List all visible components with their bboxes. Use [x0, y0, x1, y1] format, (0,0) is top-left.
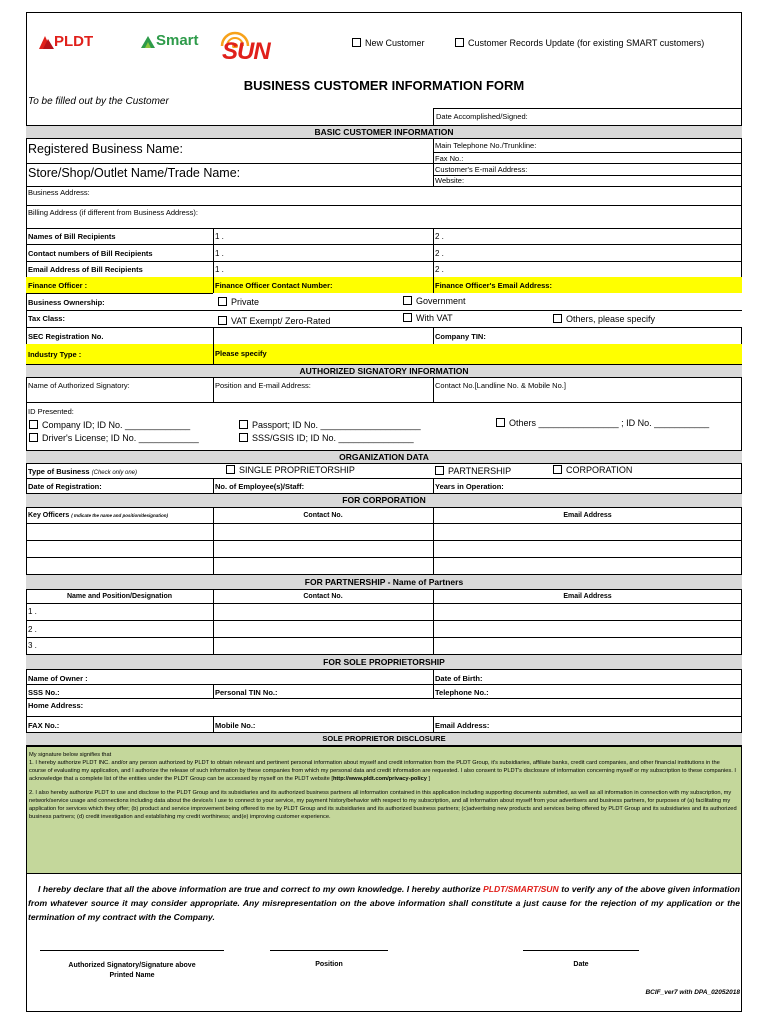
industry-specify-label[interactable]: Please specify: [215, 349, 267, 358]
divider: [26, 716, 742, 717]
divider: [26, 327, 742, 328]
corporation-checkbox[interactable]: [553, 465, 562, 474]
pldt-logo-icon: [37, 34, 55, 50]
employees-label: No. of Employee(s)/Staff:: [215, 482, 305, 491]
divider: [26, 310, 742, 311]
table-row[interactable]: [26, 540, 742, 541]
ownership-government-option[interactable]: [403, 296, 466, 306]
key-officers-text: Key Officers: [28, 512, 70, 519]
date-accomplished-box[interactable]: [433, 108, 742, 125]
registered-name-label: Registered Business Name:: [28, 142, 183, 156]
fax-label: Fax No.:: [435, 154, 464, 163]
government-label: Government: [416, 296, 466, 306]
divider: [213, 378, 214, 402]
disclosure-intro: My signature below signifies that: [29, 752, 112, 758]
finance-officer-label: Finance Officer :: [28, 281, 88, 290]
filled-by-note: To be filled out by the Customer: [28, 96, 169, 107]
with-vat-option[interactable]: [403, 313, 453, 323]
personal-tin-label: Personal TIN No.:: [215, 688, 278, 697]
date-signature-line[interactable]: [523, 950, 639, 951]
disclosure-content: [27, 747, 741, 821]
sss-checkbox[interactable]: [239, 433, 248, 442]
declaration-text: [28, 882, 740, 924]
telephone-label: Telephone No.:: [435, 688, 489, 697]
divider: [213, 508, 214, 574]
auth-signatory-header: AUTHORIZED SIGNATORY INFORMATION: [26, 364, 742, 378]
company-id-checkbox[interactable]: [29, 420, 38, 429]
divider: [433, 327, 434, 344]
auth-signature-caption-2: Printed Name: [109, 972, 155, 979]
auth-signature-line[interactable]: [40, 950, 224, 951]
bill-emails-label: Email Address of Bill Recipients: [28, 265, 143, 274]
new-customer-checkbox[interactable]: [352, 38, 361, 47]
billing-address-label: Billing Address (if different from Business Address):: [28, 208, 198, 217]
partnership-option[interactable]: [435, 466, 511, 476]
business-type-text: Type of Business: [28, 467, 90, 476]
home-address-label: Home Address:: [28, 701, 84, 710]
others-id-label: Others ________________ ; ID No. ___________: [509, 418, 710, 428]
date-accomplished-label: Date Accomplished/Signed:: [436, 112, 528, 121]
auth-name-label: Name of Authorized Signatory:: [28, 381, 130, 390]
smart-logo-text: Smart: [156, 32, 199, 49]
company-id-label: Company ID; ID No. _____________: [42, 420, 191, 430]
date-registration-label: Date of Registration:: [28, 482, 102, 491]
declaration-before: I hereby declare that all the above information are true and correct to my own knowledge. I hereby authorize: [38, 884, 483, 894]
sss-no-label: SSS No.:: [28, 688, 60, 697]
records-update-option[interactable]: [455, 38, 704, 48]
id-presented-label: ID Presented:: [28, 407, 74, 416]
private-checkbox[interactable]: [218, 297, 227, 306]
declaration-after: to verify any of the above given information from whatever source it may consider appropriate. Any misrepresentation on the above information shall constitute a just cause for the rejection of my application or the termination of my contract with the Company.: [28, 884, 740, 922]
declaration-brands: PLDT/SMART/SUN: [482, 884, 559, 894]
auth-position-label: Position and E-mail Address:: [215, 381, 311, 390]
corporation-option[interactable]: [553, 465, 632, 475]
drivers-license-label: Driver's License; ID No. ____________: [42, 433, 199, 443]
passport-label: Passport; ID No. ____________________: [252, 420, 421, 430]
privacy-policy-link[interactable]: http://www.pldt.com/privacy-policy: [332, 776, 427, 782]
passport-checkbox[interactable]: [239, 420, 248, 429]
finance-officer-row: [26, 277, 742, 293]
divider: [26, 228, 742, 229]
auth-signature-caption-1: Authorized Signatory/Signature above: [68, 962, 196, 969]
disclosure-header: SOLE PROPRIETOR DISCLOSURE: [26, 732, 742, 746]
divider: [26, 684, 742, 685]
records-update-label: Customer Records Update (for existing SMART customers): [468, 38, 705, 48]
check-one-note: (Check only one): [91, 470, 137, 476]
table-row[interactable]: [26, 557, 742, 558]
partner-email-header: Email Address: [563, 593, 612, 600]
divider: [26, 261, 742, 262]
divider: [433, 590, 434, 654]
company-tin-label: Company TIN:: [435, 332, 486, 341]
disclosure-p1-text: 1. I hereby authorize PLDT INC. and/or any person authorized by PLDT to obtain relevant and pertinent personal information about myself and credit information from the PLDT Group, it's subsidiaries, affiliate banks, credit card companies, and other financial institutions in the course of evaluating my application, and I authorize the release of such information by these companies from which my personal data and credit information are requested. I also consent to PLDT's disclosure of information concerning myself or my subscription to these companies. I acknowledge that a complete list of the entities under the PLDT Group can be accessed by myself on the PLDT website [: [29, 760, 737, 782]
new-customer-option[interactable]: [352, 38, 425, 48]
key-officers-label: [28, 512, 168, 519]
years-operation-label: Years in Operation:: [435, 482, 504, 491]
partnership-header: FOR PARTNERSHIP - Name of Partners: [26, 574, 742, 590]
tax-others-checkbox[interactable]: [553, 314, 562, 323]
divider: [433, 478, 434, 493]
partnership-label: PARTNERSHIP: [448, 466, 512, 476]
divider: [213, 327, 214, 344]
partner-row-3[interactable]: 3 .: [28, 641, 37, 650]
finance-email-label: Finance Officer's Email Address:: [435, 281, 552, 290]
new-customer-label: New Customer: [365, 38, 425, 48]
divider: [26, 163, 742, 164]
bill-contacts-1[interactable]: 1 .: [215, 249, 224, 258]
partner-name-header: Name and Position/Designation: [66, 593, 172, 600]
business-type-label: [28, 467, 137, 476]
corporation-label: CORPORATION: [566, 465, 633, 475]
date-of-birth-label: Date of Birth:: [435, 674, 483, 683]
divider: [433, 277, 434, 293]
industry-label: Industry Type :: [28, 350, 82, 359]
vat-exempt-checkbox[interactable]: [218, 316, 227, 325]
with-vat-checkbox[interactable]: [403, 313, 412, 322]
others-id-checkbox[interactable]: [496, 418, 505, 427]
partner-contact-header: Contact No.: [303, 593, 343, 600]
divider: [213, 684, 214, 698]
key-officers-note: ( Indicate the name and position/designation): [71, 513, 168, 518]
position-signature-line[interactable]: [270, 950, 388, 951]
corp-email-header: Email Address: [563, 512, 612, 519]
divider: [213, 277, 214, 293]
org-data-header: ORGANIZATION DATA: [26, 450, 742, 464]
divider: [433, 175, 742, 176]
auth-signature-caption: [40, 961, 224, 981]
divider: [26, 637, 742, 638]
partner-row-2[interactable]: 2 .: [28, 625, 37, 634]
bill-contacts-2[interactable]: 2 .: [435, 249, 444, 258]
divider: [433, 508, 434, 574]
sun-logo-text: SUN: [222, 38, 270, 65]
drivers-license-option[interactable]: [29, 433, 199, 443]
bill-names-1[interactable]: 1 .: [215, 232, 224, 241]
partner-row-1[interactable]: 1 .: [28, 607, 37, 616]
divider: [26, 620, 742, 621]
owner-name-label: Name of Owner :: [28, 674, 88, 683]
tax-class-label: Tax Class:: [28, 314, 65, 323]
email-address-label: Email Address:: [435, 721, 490, 730]
passport-option[interactable]: [239, 420, 421, 430]
tax-others-option[interactable]: [553, 314, 655, 324]
version-label: BCIF_ver7 with DPA_02052018: [645, 989, 740, 996]
partnership-checkbox[interactable]: [435, 466, 444, 475]
date-caption: Date: [573, 961, 589, 968]
main-tel-label: Main Telephone No./Trunkline:: [435, 141, 537, 150]
bill-names-label: Names of Bill Recipients: [28, 232, 116, 241]
bill-emails-1[interactable]: 1 .: [215, 265, 224, 274]
form-title: BUSINESS CUSTOMER INFORMATION FORM: [243, 78, 525, 93]
vat-exempt-label: VAT Exempt/ Zero-Rated: [231, 316, 331, 326]
divider: [26, 244, 742, 245]
disclosure-p1-close: ]: [426, 776, 431, 782]
single-prop-option[interactable]: [226, 465, 355, 475]
fax-no-label: FAX No.:: [28, 721, 60, 730]
bill-emails-2[interactable]: 2 .: [435, 265, 444, 274]
divider: [213, 478, 214, 493]
divider: [26, 478, 742, 479]
bill-names-2[interactable]: 2 .: [435, 232, 444, 241]
divider: [433, 152, 742, 153]
others-id-option[interactable]: [496, 418, 709, 428]
divider: [433, 716, 434, 732]
divider: [26, 402, 742, 403]
with-vat-label: With VAT: [416, 313, 453, 323]
single-prop-label: SINGLE PROPRIETORSHIP: [239, 465, 355, 475]
pldt-logo-text: PLDT: [54, 33, 94, 50]
customer-email-label: Customer's E-mail Address:: [435, 165, 528, 174]
mobile-no-label: Mobile No.:: [215, 721, 256, 730]
divider: [433, 378, 434, 402]
corp-contact-header: Contact No.: [303, 512, 343, 519]
records-update-checkbox[interactable]: [455, 38, 464, 47]
divider: [26, 603, 742, 604]
private-label: Private: [231, 297, 260, 307]
single-prop-checkbox[interactable]: [226, 465, 235, 474]
ownership-private-option[interactable]: [218, 297, 259, 307]
divider: [213, 590, 214, 654]
vat-exempt-option[interactable]: [218, 316, 331, 326]
ownership-label: Business Ownership:: [28, 298, 105, 307]
divider: [26, 186, 742, 187]
auth-contact-label: Contact No.[Landline No. & Mobile No.]: [435, 381, 566, 390]
industry-row: [26, 344, 742, 364]
corporation-header: FOR CORPORATION: [26, 493, 742, 508]
bill-contacts-label: Contact numbers of Bill Recipients: [28, 249, 153, 258]
store-name-label: Store/Shop/Outlet Name/Trade Name:: [28, 166, 241, 180]
divider: [26, 523, 742, 524]
business-address-label: Business Address:: [28, 188, 90, 197]
divider: [26, 205, 742, 206]
position-caption: Position: [315, 961, 343, 968]
website-label: Website:: [435, 176, 465, 185]
drivers-license-checkbox[interactable]: [29, 433, 38, 442]
basic-info-header: BASIC CUSTOMER INFORMATION: [26, 125, 742, 139]
disclosure-paragraph-2: 2. I also hereby authorize PLDT to use and disclose to the PLDT Group and its subsidiaries and its authorized business partners all information contained in this application including supporting documents submitted, as well as all information in connection with my subscription, my network/service usage and connections including data about the device/s I use to connect to your service, my payment history/behavior with respect to my subscription, and all information about myself from your advertisers and business partners, for purposes of (a) facilitating my application for services which they offer; (b) product and service improvement being offered to me by PLDT Group and its subsidiaries and its authorized business partners; (c)advertising new products and services being offered by PLDT Group and its subsidiaries and its authorized business partners; (d) credit investigation and establishing my credit worthiness; and(e) improving customer experience.: [29, 790, 737, 820]
company-id-option[interactable]: [29, 420, 190, 430]
divider: [26, 698, 742, 699]
sss-label: SSS/GSIS ID; ID No. _______________: [252, 433, 414, 443]
sss-option[interactable]: [239, 433, 414, 443]
sole-prop-header: FOR SOLE PROPRIETORSHIP: [26, 654, 742, 670]
government-checkbox[interactable]: [403, 296, 412, 305]
tax-others-label: Others, please specify: [566, 314, 656, 324]
divider: [213, 344, 214, 364]
divider: [213, 716, 214, 732]
finance-contact-label: Finance Officer Contact Number:: [215, 281, 333, 290]
sec-reg-label: SEC Registration No.: [28, 332, 104, 341]
smart-logo-icon: [140, 34, 156, 50]
disclosure-paragraph-1: [29, 759, 738, 783]
disclosure-box: [26, 746, 742, 874]
